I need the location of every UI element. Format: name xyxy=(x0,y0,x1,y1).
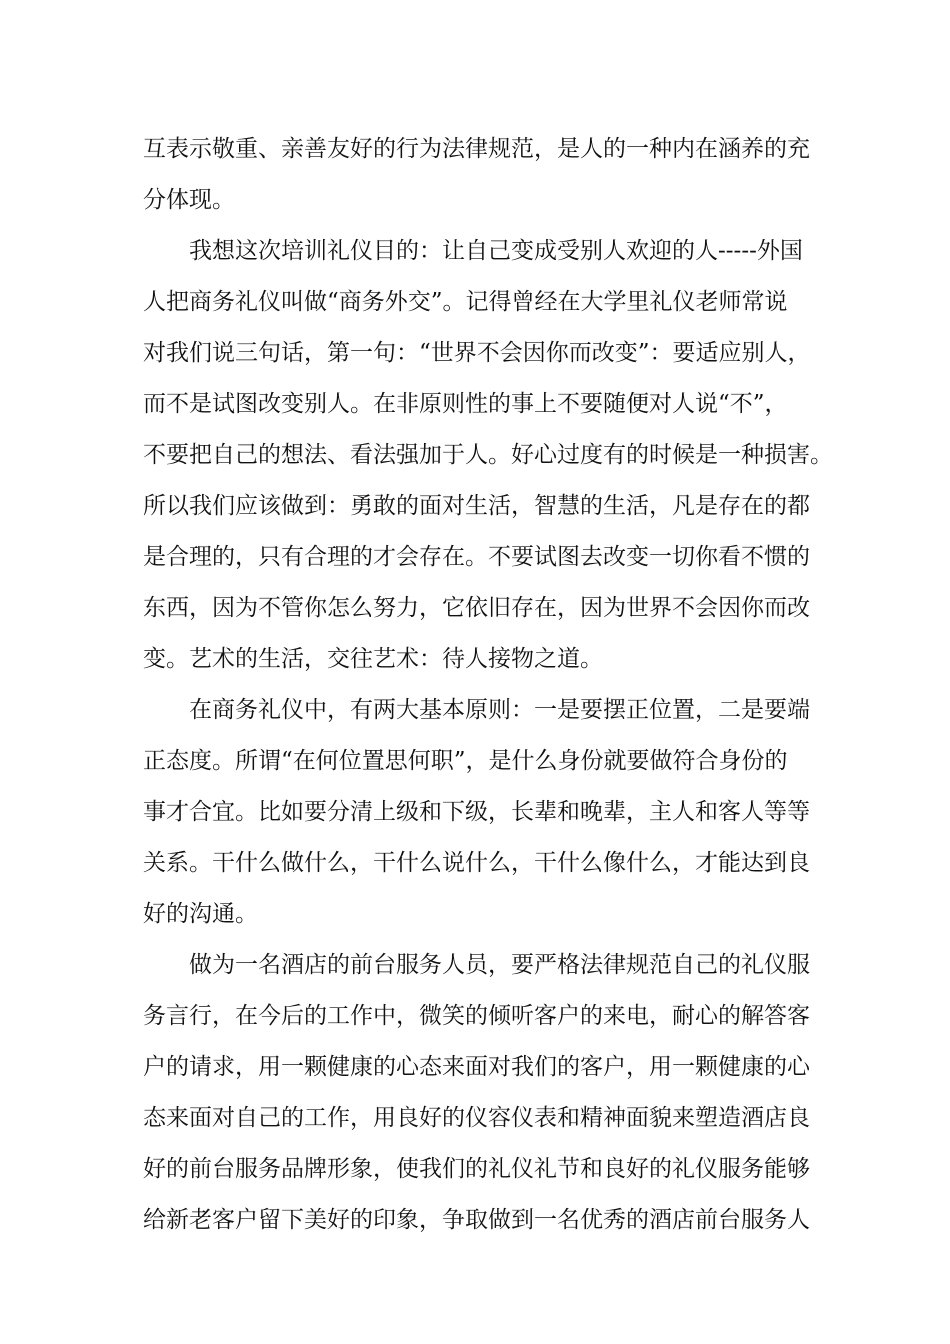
text-line: 不要把自己的想法、看法强加于人。好心过度有的时候是一种损害。 xyxy=(143,442,833,468)
text-line: 互表示敬重、亲善友好的行为法律规范，是人的一种内在涵养的充 xyxy=(143,136,810,162)
text-line: 事才合宜。比如要分清上级和下级，长辈和晚辈，主人和客人等等 xyxy=(143,799,810,825)
document-body-text xyxy=(143,124,833,1246)
text-line: 态来面对自己的工作，用良好的仪容仪表和精神面貌来塑造酒店良 xyxy=(143,1105,810,1131)
text-line: 所以我们应该做到：勇敢的面对生活，智慧的生活，凡是存在的都 xyxy=(143,493,810,519)
paragraph-first-line: 在商务礼仪中，有两大基本原则：一是要摆正位置，二是要端 xyxy=(189,697,810,723)
text-line: 正态度。所谓“在何位置思何职”，是什么身份就要做符合身份的 xyxy=(143,748,788,774)
text-line: 是合理的，只有合理的才会存在。不要试图去改变一切你看不惯的 xyxy=(143,544,810,570)
text-line: 户的请求，用一颗健康的心态来面对我们的客户，用一颗健康的心 xyxy=(143,1054,810,1080)
text-line: 对我们说三句话，第一句：“世界不会因你而改变”：要适应别人， xyxy=(143,340,811,366)
text-line: 分体现。 xyxy=(143,187,235,213)
paragraph-first-line: 我想这次培训礼仪目的：让自己变成受别人欢迎的人-----外国 xyxy=(189,238,803,264)
text-line: 给新老客户留下美好的印象，争取做到一名优秀的酒店前台服务人 xyxy=(143,1207,810,1233)
text-line: 人把商务礼仪叫做“商务外交”。记得曾经在大学里礼仪老师常说 xyxy=(143,289,788,315)
text-line: 好的前台服务品牌形象，使我们的礼仪礼节和良好的礼仪服务能够 xyxy=(143,1156,810,1182)
text-line: 好的沟通。 xyxy=(143,901,258,927)
paragraph-first-line: 做为一名酒店的前台服务人员，要严格法律规范自己的礼仪服 xyxy=(189,952,810,978)
text-line: 务言行，在今后的工作中，微笑的倾听客户的来电，耐心的解答客 xyxy=(143,1003,810,1029)
text-line: 而不是试图改变别人。在非原则性的事上不要随便对人说“不”， xyxy=(143,391,788,417)
text-line: 关系。干什么做什么，干什么说什么，干什么像什么，才能达到良 xyxy=(143,850,810,876)
text-line: 变。艺术的生活，交往艺术：待人接物之道。 xyxy=(143,646,603,672)
text-line: 东西，因为不管你怎么努力，它依旧存在，因为世界不会因你而改 xyxy=(143,595,810,621)
